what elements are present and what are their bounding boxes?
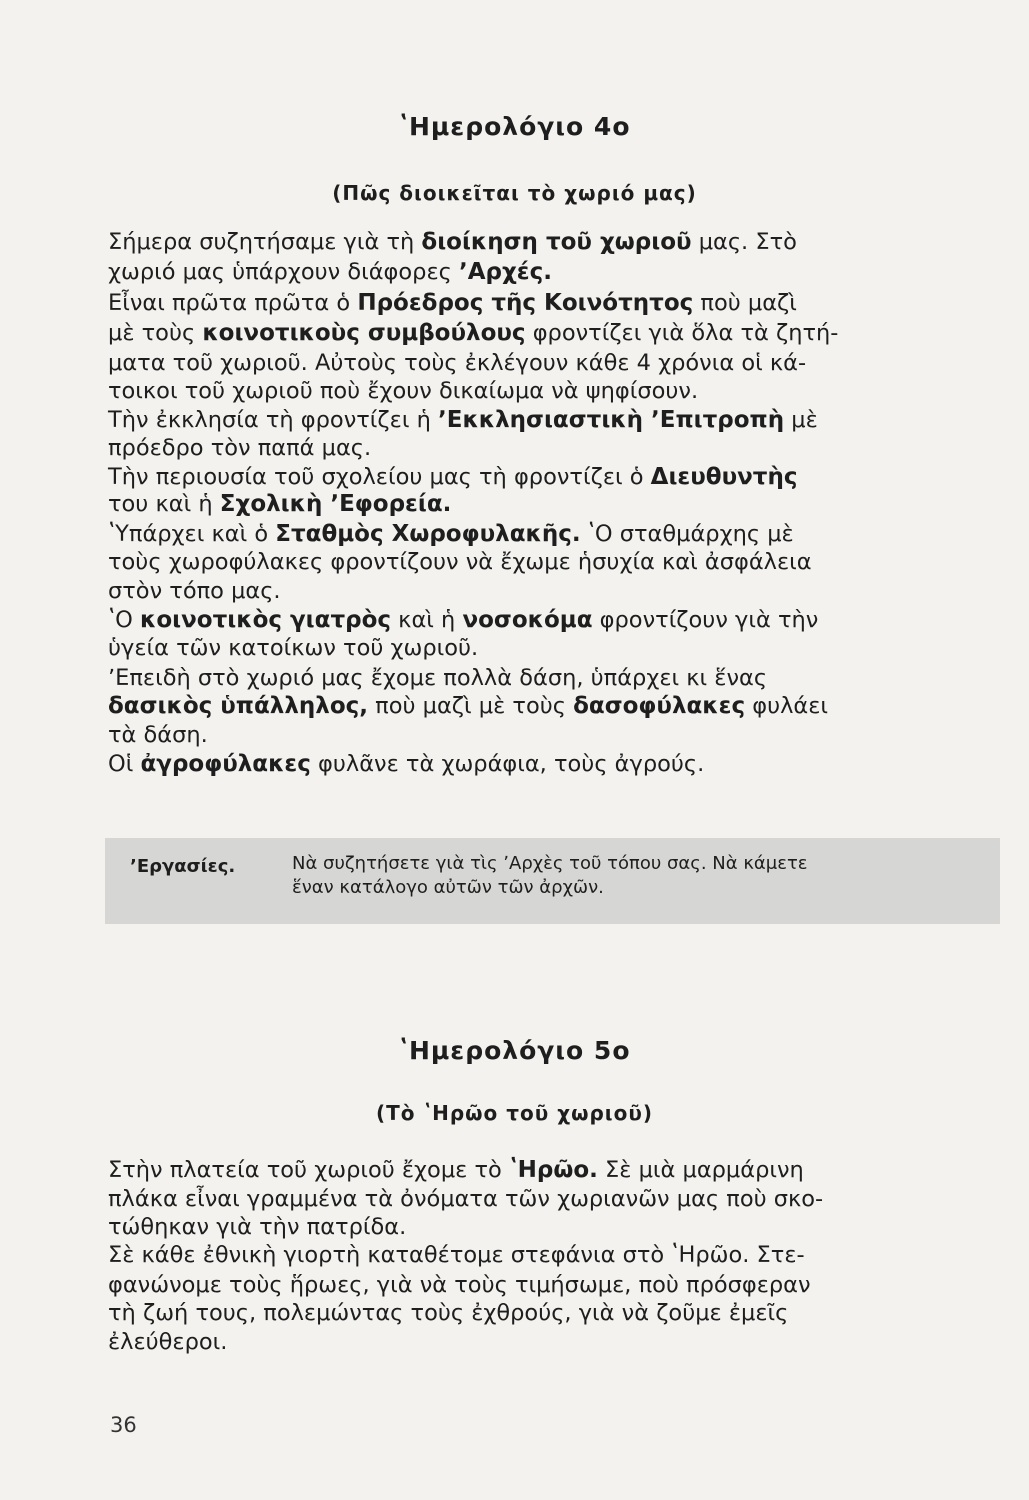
text-line (108, 320, 978, 346)
text-line (108, 1300, 978, 1326)
text-run: Οἱ (108, 751, 141, 777)
text-run: τώθηκαν γιὰ τὴν πατρίδα. (108, 1214, 407, 1240)
text-line (108, 350, 978, 376)
text-run: ἐλεύθεροι. (108, 1329, 228, 1355)
tasks-text-line: Νὰ συζητήσετε γιὰ τὶς ʼΑρχὲς τοῦ τόπου σας. Νὰ κάμετε (292, 853, 808, 874)
text-run: Σήμερα συζητήσαμε γιὰ τὴ (108, 229, 422, 255)
text-line (108, 578, 978, 604)
bold-term: δασοφύλακες (573, 693, 746, 719)
text-line (108, 751, 978, 777)
bold-term: δασικὸς ὑπάλληλος, (108, 693, 368, 719)
text-run: φανώνομε τοὺς ἥρωες, γιὰ νὰ τοὺς τιμήσωμε, ποὺ πρόσφεραν (108, 1272, 811, 1298)
bold-term: Πρόεδρος τῆς Κοινότητος (357, 290, 694, 316)
text-run: ματα τοῦ χωριοῦ. Αὐτοὺς τοὺς ἐκλέγουν κάθε 4 χρόνια οἱ κά- (108, 350, 807, 376)
text-line (108, 635, 978, 661)
text-line (108, 259, 978, 285)
text-line (108, 1329, 978, 1355)
text-run: χωριό μας ὑπάρχουν διάφορες (108, 259, 459, 285)
bold-term: κοινοτικοὺς συμβούλους (202, 320, 526, 346)
text-line (108, 407, 978, 433)
text-run: μὲ τοὺς (108, 320, 203, 346)
text-run: ποὺ μαζὶ μὲ τοὺς (368, 693, 574, 719)
bold-term: ʼΕκκλησιαστικὴ ʼΕπιτροπὴ (438, 407, 785, 433)
text-line (108, 607, 978, 633)
text-line (108, 722, 978, 748)
text-line (108, 665, 978, 691)
text-line (108, 290, 978, 316)
tasks-label: ʼΕργασίες. (130, 856, 236, 877)
text-run: φροντίζει γιὰ ὅλα τὰ ζητή- (525, 320, 839, 346)
text-run: τὰ δάση. (108, 722, 208, 748)
text-line (108, 1272, 978, 1298)
bold-term: ʼΑρχές. (458, 259, 552, 285)
text-line (108, 1157, 978, 1183)
text-run: ʽΥπάρχει καὶ ὁ (108, 521, 276, 547)
text-line (108, 491, 978, 517)
diary-5-subtitle: (Τὸ ʽΗρῶο τοῦ χωριοῦ) (376, 1101, 653, 1125)
text-run: φυλάει (745, 693, 829, 719)
text-run: ʽΟ (108, 607, 141, 633)
text-run: φυλᾶνε τὰ χωράφια, τοὺς ἀγρούς. (310, 751, 705, 777)
text-run: μὲ (784, 407, 818, 433)
text-line (108, 693, 978, 719)
text-run: ποὺ μαζὶ (693, 290, 797, 316)
text-run: Σὲ κάθε ἐθνικὴ γιορτὴ καταθέτομε στεφάνια στὸ ʽΗρῶο. Στε- (108, 1242, 805, 1268)
text-run: πρόεδρο τὸν παπά μας. (108, 435, 372, 461)
bold-term: κοινοτικὸς γιατρὸς (140, 607, 392, 633)
text-run: ʼΕπειδὴ στὸ χωριό μας ἔχομε πολλὰ δάση, ὑπάρχει κι ἕνας (108, 665, 768, 691)
tasks-text-line: ἕναν κατάλογο αὐτῶν τῶν ἀρχῶν. (292, 877, 604, 898)
text-run: τὴ ζωή τους, πολεμώντας τοὺς ἐχθρούς, γιὰ νὰ ζοῦμε ἐμεῖς (108, 1300, 789, 1326)
text-run: μας. Στὸ (691, 229, 797, 255)
bold-term: ʽΗρῶο. (508, 1157, 598, 1183)
bold-term: διοίκηση τοῦ χωριοῦ (421, 229, 692, 255)
page-number: 36 (110, 1413, 137, 1437)
text-run: Τὴν ἐκκλησία τὴ φροντίζει ἡ (108, 407, 438, 433)
text-run: καὶ ἡ (391, 607, 463, 633)
text-line (108, 549, 978, 575)
diary-4-title: ʽΗμερολόγιο 4ο (398, 112, 631, 141)
text-run: Σὲ μιὰ μαρμάρινη (597, 1157, 804, 1183)
bold-term: Σταθμὸς Χωροφυλακῆς. (275, 521, 581, 547)
text-line (108, 521, 978, 547)
text-line (108, 1214, 978, 1240)
text-line (108, 1242, 978, 1268)
diary-5-title: ʽΗμερολόγιο 5ο (398, 1036, 631, 1065)
bold-term: Διευθυντὴς (650, 464, 798, 490)
text-run: Στὴν πλατεία τοῦ χωριοῦ ἔχομε τὸ (108, 1157, 509, 1183)
text-run: ʽΟ σταθμάρχης μὲ (580, 521, 794, 547)
bold-term: νοσοκόμα (462, 607, 593, 633)
text-run: ὑγεία τῶν κατοίκων τοῦ χωριοῦ. (108, 635, 479, 661)
text-run: Τὴν περιουσία τοῦ σχολείου μας τὴ φροντίζει ὁ (108, 464, 651, 490)
text-run: του καὶ ἡ (108, 491, 220, 517)
text-line (108, 435, 978, 461)
text-run: πλάκα εἶναι γραμμένα τὰ ὀνόματα τῶν χωριανῶν μας ποὺ σκο- (108, 1186, 824, 1212)
text-run: φροντίζουν γιὰ τὴν (592, 607, 819, 633)
diary-4-subtitle: (Πῶς διοικεῖται τὸ χωριό μας) (332, 181, 697, 205)
text-line (108, 378, 978, 404)
text-run: τοὺς χωροφύλακες φροντίζουν νὰ ἔχωμε ἡσυχία καὶ ἀσφάλεια (108, 549, 812, 575)
text-run: τοικοι τοῦ χωριοῦ ποὺ ἔχουν δικαίωμα νὰ ψηφίσουν. (108, 378, 699, 404)
text-line (108, 1186, 978, 1212)
text-line (108, 229, 978, 255)
text-run: Εἶναι πρῶτα πρῶτα ὁ (108, 290, 358, 316)
bold-term: ἀγροφύλακες (140, 751, 311, 777)
text-line (108, 464, 978, 490)
text-run: στὸν τόπο μας. (108, 578, 281, 604)
bold-term: Σχολικὴ ʼΕφορεία. (219, 491, 452, 517)
